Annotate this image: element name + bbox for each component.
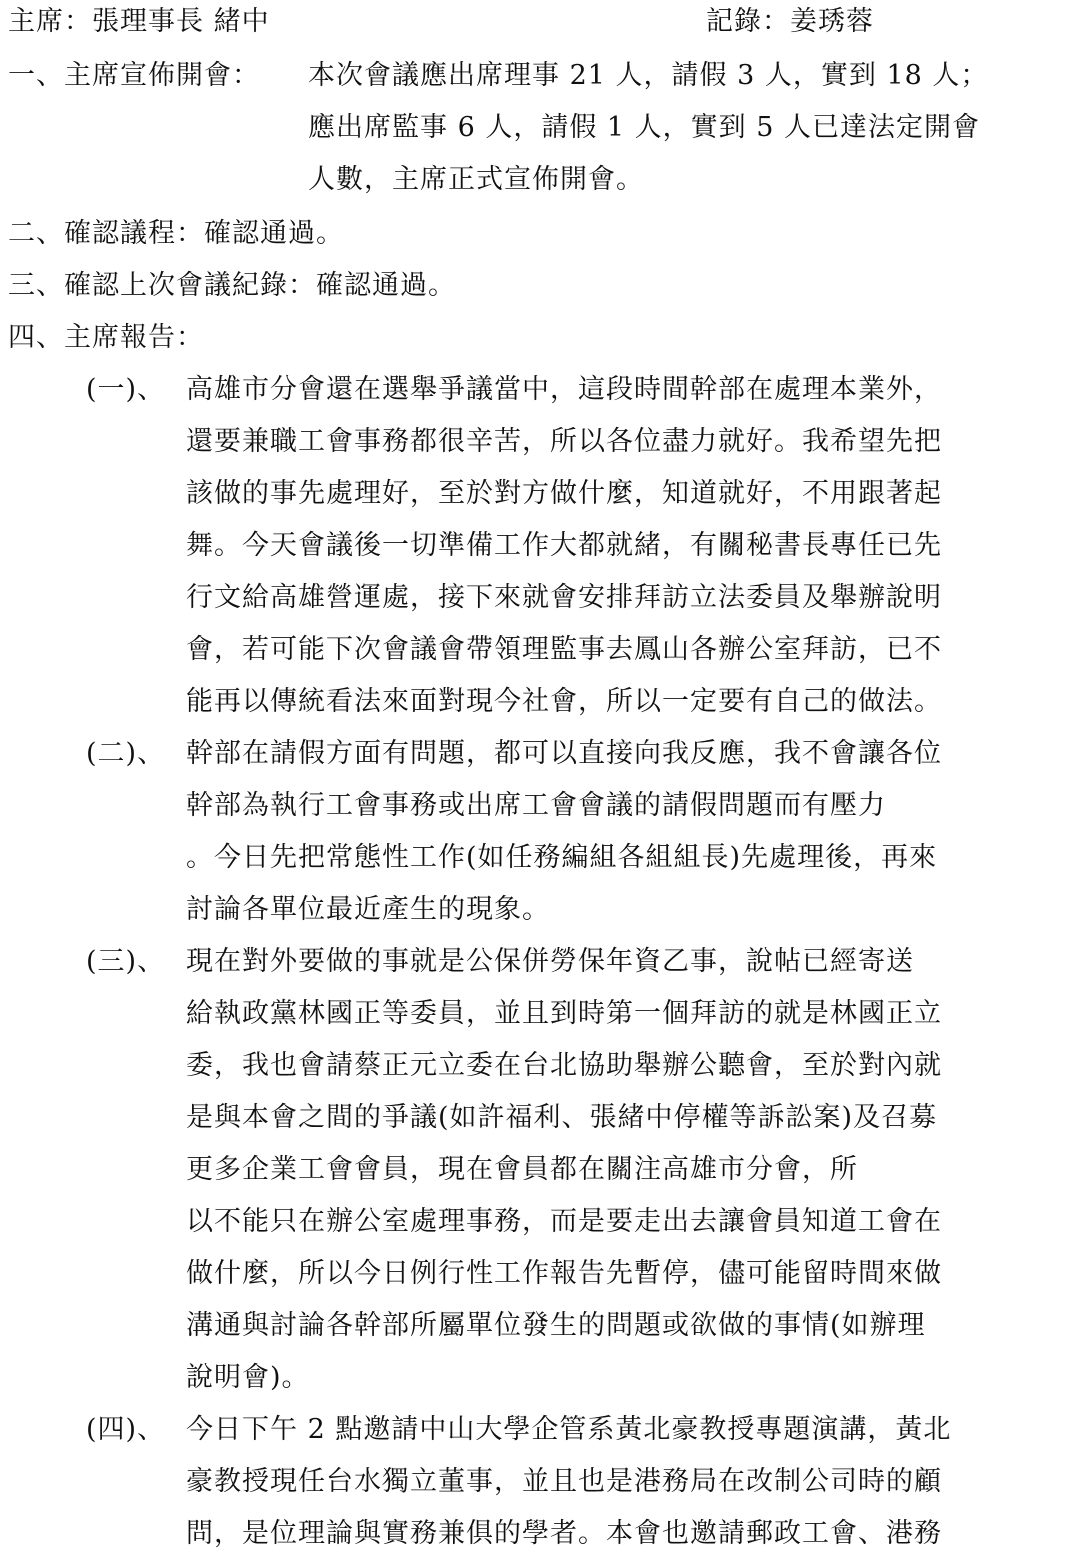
report-item-3-label: (三)、: [86, 946, 166, 977]
report-item-3-line: 現在對外要做的事就是公保併勞保年資乙事，說帖已經寄送: [186, 946, 914, 977]
report-item-2-line: 。今日先把常態性工作(如任務編組各組組長)先處理後，再來: [186, 842, 938, 873]
chairperson-line: 主席：張理事長 緒中: [8, 6, 270, 37]
report-item-3-line: 更多企業工會會員，現在會員都在關注高雄市分會，所: [186, 1154, 858, 1185]
report-item-2-label: (二)、: [86, 738, 166, 769]
report-item-2-line: 幹部為執行工會事務或出席工會會議的請假問題而有壓力: [186, 790, 886, 821]
recorder-line: 記錄：姜琇蓉: [706, 6, 874, 37]
report-item-1-label: (一)、: [86, 374, 166, 405]
report-item-3-line: 是與本會之間的爭議(如許福利、張緒中停權等訴訟案)及召募: [186, 1102, 938, 1133]
report-item-1-line: 能再以傳統看法來面對現今社會，所以一定要有自己的做法。: [186, 686, 942, 717]
report-item-4-line: 豪教授現任台水獨立董事，並且也是港務局在改制公司時的顧: [186, 1466, 942, 1497]
report-item-3-line: 說明會)。: [186, 1362, 310, 1393]
report-item-1-line: 舞。今天會議後一切準備工作大都就緒，有關秘書長專任已先: [186, 530, 942, 561]
report-item-3-line: 做什麼，所以今日例行性工作報告先暫停，儘可能留時間來做: [186, 1258, 942, 1289]
agenda-confirmation: 二、確認議程：確認通過。: [8, 218, 344, 249]
chair-report-heading: 四、主席報告：: [8, 322, 204, 353]
report-item-3-line: 委，我也會請蔡正元立委在台北協助舉辦公聽會，至於對內就: [186, 1050, 942, 1081]
opening-line-2: 應出席監事 6 人，請假 1 人，實到 5 人已達法定開會: [308, 112, 981, 143]
report-item-3-line: 給執政黨林國正等委員，並且到時第一個拜訪的就是林國正立: [186, 998, 942, 1029]
report-item-1-line: 該做的事先處理好，至於對方做什麼，知道就好，不用跟著起: [186, 478, 942, 509]
opening-label: 一、主席宣佈開會：: [8, 60, 260, 91]
report-item-1-line: 還要兼職工會事務都很辛苦，所以各位盡力就好。我希望先把: [186, 426, 942, 457]
opening-line-1: 本次會議應出席理事 21 人，請假 3 人，實到 18 人；: [308, 60, 989, 91]
report-item-4-line: 今日下午 2 點邀請中山大學企管系黃北豪教授專題演講，黃北: [186, 1414, 952, 1445]
report-item-1-line: 會，若可能下次會議會帶領理監事去鳳山各辦公室拜訪，已不: [186, 634, 942, 665]
report-item-1-line: 行文給高雄營運處，接下來就會安排拜訪立法委員及舉辦說明: [186, 582, 942, 613]
report-item-2-line: 討論各單位最近產生的現象。: [186, 894, 550, 925]
opening-line-3: 人數，主席正式宣佈開會。: [308, 164, 644, 195]
report-item-3-line: 溝通與討論各幹部所屬單位發生的問題或欲做的事情(如辦理: [186, 1310, 926, 1341]
report-item-4-line: 問，是位理論與實務兼俱的學者。本會也邀請郵政工會、港務: [186, 1518, 942, 1549]
minutes-confirmation: 三、確認上次會議紀錄：確認通過。: [8, 270, 456, 301]
report-item-1-line: 高雄市分會還在選舉爭議當中，這段時間幹部在處理本業外，: [186, 374, 942, 405]
report-item-3-line: 以不能只在辦公室處理事務，而是要走出去讓會員知道工會在: [186, 1206, 942, 1237]
report-item-2-line: 幹部在請假方面有問題，都可以直接向我反應，我不會讓各位: [186, 738, 942, 769]
report-item-4-label: (四)、: [86, 1414, 166, 1445]
